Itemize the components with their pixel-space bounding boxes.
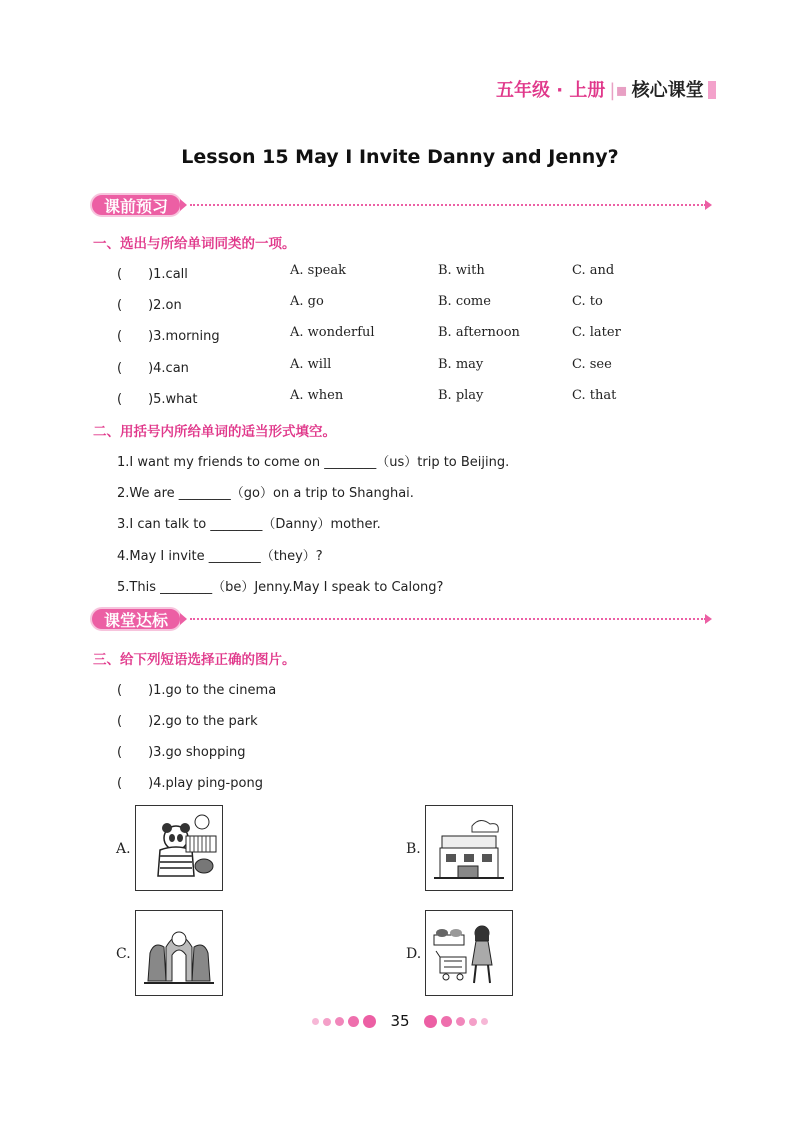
section3-heading: 三、给下列短语选择正确的图片。 (93, 652, 296, 668)
s1-q4: ( )4.can (117, 361, 189, 376)
park-gate-icon (136, 911, 222, 995)
pic-label-d: D. (406, 946, 422, 962)
pic-label-a: A. (116, 841, 131, 857)
pic-label-b: B. (406, 841, 421, 857)
lesson-title: Lesson 15 May I Invite Danny and Jenny? (181, 146, 619, 168)
page-footer (0, 1012, 800, 1030)
section1-heading: 一、选出与所给单词同类的一项。 (93, 236, 296, 252)
footer-dot (348, 1016, 359, 1027)
s1-q3: ( )3.morning (117, 329, 220, 344)
s1-q5-a: A. when (290, 388, 344, 403)
s1-q2: ( )2.on (117, 298, 182, 313)
ping-pong-panda-icon (136, 806, 222, 890)
shopping-girl-icon (426, 911, 512, 995)
s1-q5-c: C. that (572, 388, 617, 403)
picture-b-cinema (425, 805, 513, 891)
banner-preview-label: 课前预习 (90, 193, 182, 217)
pic-label-c: C. (116, 946, 131, 962)
footer-dot (456, 1017, 465, 1026)
s1-q3-a: A. wonderful (290, 325, 375, 340)
s1-q2-a: A. go (290, 294, 324, 309)
s2-q4: 4.May I invite ________（they）? (117, 549, 323, 564)
section2-heading: 二、用括号内所给单词的适当形式填空。 (93, 424, 336, 440)
footer-dot (441, 1016, 452, 1027)
banner-end-arrow (705, 200, 712, 210)
s2-q3: 3.I can talk to ________（Danny）mother. (117, 517, 381, 532)
running-header (496, 76, 716, 102)
s1-q4-b: B. may (438, 357, 484, 372)
s1-q1: ( )1.call (117, 267, 188, 282)
header-core: 核心课堂 (631, 80, 704, 101)
picture-d-shopping (425, 910, 513, 996)
building-icon (426, 806, 512, 890)
footer-dot (323, 1018, 331, 1026)
s1-q3-c: C. later (572, 325, 621, 340)
footer-dot (481, 1018, 488, 1025)
banner-dotted-line (190, 618, 706, 620)
banner-class (90, 607, 706, 631)
s1-q5-b: B. play (438, 388, 484, 403)
footer-dot (424, 1015, 437, 1028)
s1-q5: ( )5.what (117, 392, 198, 407)
banner-dotted-line (190, 204, 706, 206)
header-bar (708, 81, 716, 99)
s1-q4-a: A. will (290, 357, 332, 372)
s3-q1: ( )1.go to the cinema (117, 683, 277, 698)
banner-class-label: 课堂达标 (90, 607, 182, 631)
banner-arrow (180, 199, 187, 211)
s1-q3-b: B. afternoon (438, 325, 520, 340)
banner-end-arrow (705, 614, 712, 624)
s3-q4: ( )4.play ping-pong (117, 776, 263, 791)
footer-dot (469, 1018, 477, 1026)
footer-dot (312, 1018, 319, 1025)
s1-q1-b: B. with (438, 263, 485, 278)
header-grade: 五年级 · 上册 (496, 80, 606, 101)
banner-preview (90, 193, 706, 217)
s2-q5: 5.This ________（be）Jenny.May I speak to Calong? (117, 580, 444, 595)
s1-q2-c: C. to (572, 294, 603, 309)
s1-q1-a: A. speak (290, 263, 346, 278)
s3-q2: ( )2.go to the park (117, 714, 258, 729)
s1-q4-c: C. see (572, 357, 612, 372)
s3-q3: ( )3.go shopping (117, 745, 246, 760)
s1-q1-c: C. and (572, 263, 615, 278)
s1-q2-b: B. come (438, 294, 491, 309)
picture-c-park (135, 910, 223, 996)
s2-q1: 1.I want my friends to come on ________（us）trip to Beijing. (117, 455, 510, 470)
footer-dot (363, 1015, 376, 1028)
page-number: 35 (390, 1012, 410, 1030)
s2-q2: 2.We are ________（go）on a trip to Shanghai. (117, 486, 414, 501)
header-separator: |▪ (609, 80, 628, 101)
footer-dot (335, 1017, 344, 1026)
picture-a-ping-pong (135, 805, 223, 891)
banner-arrow (180, 613, 187, 625)
